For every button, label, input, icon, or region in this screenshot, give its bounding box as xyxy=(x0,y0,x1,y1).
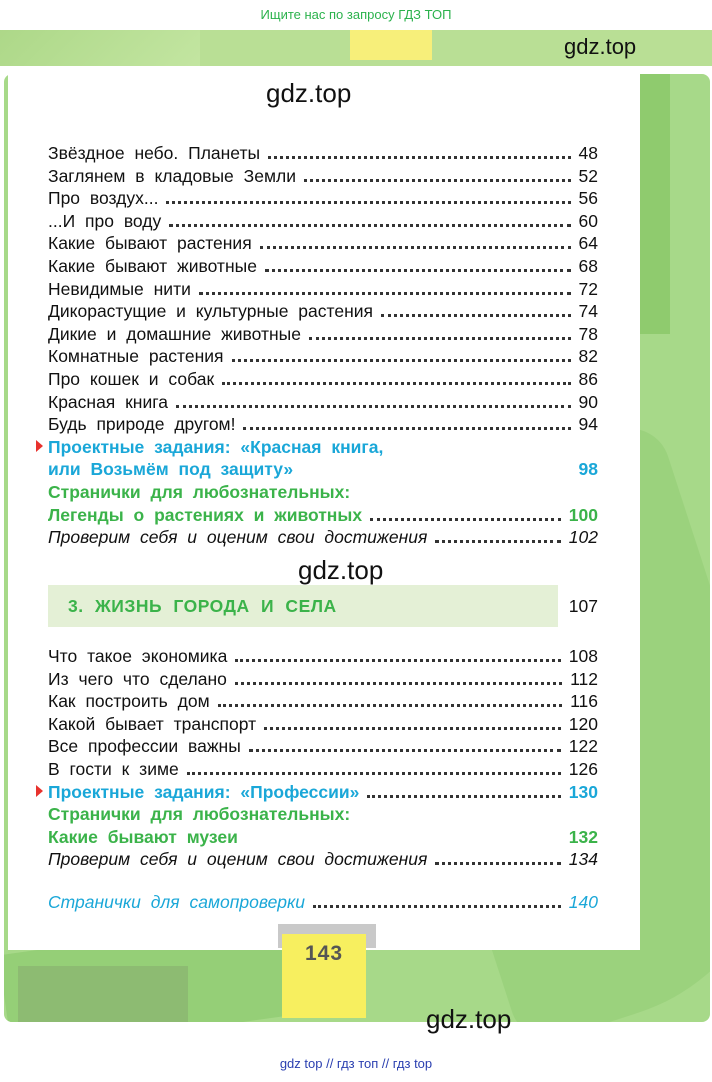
toc-entry-title: Странички для любознательных: xyxy=(48,804,351,825)
toc-entry-title: Про кошек и собак xyxy=(48,369,215,389)
dot-leader xyxy=(235,659,560,662)
toc-entry-page: 56 xyxy=(578,188,598,209)
toc-entry-page: 126 xyxy=(568,759,598,779)
dot-leader xyxy=(176,405,571,408)
toc-entry-title: или Возьмём под защиту» xyxy=(48,459,294,480)
toc-entry-page: 64 xyxy=(578,233,598,254)
dot-leader xyxy=(232,359,571,362)
toc-entry-page: 102 xyxy=(568,527,598,548)
dot-leader xyxy=(370,518,561,521)
toc-entry xyxy=(48,458,598,480)
toc-entry xyxy=(48,735,598,757)
toc-entry-title: Легенды о растениях и животных xyxy=(48,504,363,525)
red-marker-icon xyxy=(36,440,43,452)
dot-leader xyxy=(309,337,571,340)
dot-leader xyxy=(367,795,560,798)
toc-entry-page: 100 xyxy=(568,504,598,525)
toc-entry xyxy=(48,436,598,458)
dot-leader xyxy=(249,749,561,752)
toc-entry-title: Какие бывают музеи xyxy=(48,826,238,847)
toc-entry xyxy=(48,323,598,345)
section-title: 3. ЖИЗНЬ ГОРОДА И СЕЛА xyxy=(68,596,337,616)
toc-entry-title: Проверим себя и оценим свои достижения xyxy=(48,527,428,548)
toc-entry-title: Какие бывают растения xyxy=(48,233,252,254)
toc-entry-page: 78 xyxy=(578,323,598,344)
red-marker-icon xyxy=(36,785,43,797)
dot-leader xyxy=(199,292,571,295)
toc-entry xyxy=(48,645,598,667)
watermark-page-top: gdz.top xyxy=(266,78,352,108)
toc-entry xyxy=(48,255,598,277)
search-hint-link[interactable]: Ищите нас по запросу ГДЗ ТОП xyxy=(260,7,452,22)
dot-leader xyxy=(166,201,570,204)
toc-entry-page: 60 xyxy=(578,210,598,231)
toc-entry-page: 94 xyxy=(578,414,598,435)
toc-entry-page: 140 xyxy=(568,892,598,912)
page-tab xyxy=(350,30,432,60)
toc-entry-title: Комнатные растения xyxy=(48,346,224,367)
toc-entry-title: Проверим себя и оценим свои достижения xyxy=(48,849,428,870)
dot-leader xyxy=(243,427,570,430)
toc-entry-page: 116 xyxy=(570,691,598,712)
toc-entry-title: Странички для любознательных: xyxy=(48,482,351,502)
toc-entry-title: Все профессии важны xyxy=(48,736,241,757)
footer-links[interactable]: gdz top // гдз топ // гдз top xyxy=(0,1056,712,1076)
dot-leader xyxy=(304,179,571,182)
toc-entry-title: Заглянем в кладовые Земли xyxy=(48,165,296,186)
page-number-box xyxy=(282,934,366,1018)
toc-entry xyxy=(48,803,598,825)
dot-leader xyxy=(218,704,562,707)
dot-leader xyxy=(313,905,561,908)
toc-entry-title: Какие бывают животные xyxy=(48,256,257,276)
dot-leader xyxy=(169,224,570,227)
page-number: 143 xyxy=(304,942,344,965)
toc-entry-title: Дикие и домашние животные xyxy=(48,323,301,344)
toc-entry-title: Из чего что сделано xyxy=(48,668,227,689)
watermark-middle: gdz.top xyxy=(298,555,384,585)
toc-entry xyxy=(48,391,598,413)
toc-entry xyxy=(48,668,598,690)
toc-entry xyxy=(48,713,598,735)
toc-entry xyxy=(48,232,598,254)
corner-decoration xyxy=(18,966,188,1022)
toc-entry xyxy=(48,848,598,870)
toc-entry-title: ...И про воду xyxy=(48,210,162,231)
toc-entry-page: 130 xyxy=(568,781,598,802)
top-banner xyxy=(0,0,712,30)
toc-entry-title: Про воздух... xyxy=(48,188,159,209)
toc-entry xyxy=(48,368,598,390)
watermark-top-right: gdz.top xyxy=(564,34,637,59)
dot-leader xyxy=(222,382,570,385)
toc-entry xyxy=(48,142,598,164)
toc-entry-page: 48 xyxy=(578,143,598,163)
toc-entry-title: Какой бывает транспорт xyxy=(48,713,257,734)
toc-entry-page: 72 xyxy=(578,278,598,299)
toc-entry-title: Будь природе другом! xyxy=(48,414,236,435)
toc-entry-title: Странички для самопроверки xyxy=(48,892,306,912)
toc-entry xyxy=(48,345,598,367)
toc-entry-title: Что такое экономика xyxy=(48,646,228,666)
toc-entry-page: 108 xyxy=(568,646,598,666)
dot-leader xyxy=(265,269,571,272)
toc-entry-page: 120 xyxy=(568,713,598,734)
toc-entry-page: 86 xyxy=(578,369,598,389)
toc-entry xyxy=(48,210,598,232)
toc-entry-title: Дикорастущие и культурные растения xyxy=(48,301,373,322)
dot-leader xyxy=(381,314,571,317)
toc-entry-title: Красная книга xyxy=(48,391,168,412)
dot-leader xyxy=(260,246,571,249)
toc-entry xyxy=(48,187,598,209)
toc-entry-title: Проектные задания: «Профессии» xyxy=(48,781,360,802)
dot-leader xyxy=(268,156,570,159)
toc-entry xyxy=(48,781,598,803)
toc-entry xyxy=(48,278,598,300)
leaf-decoration xyxy=(0,30,200,66)
dot-leader xyxy=(435,862,560,865)
dot-leader xyxy=(264,727,561,730)
toc-entry xyxy=(48,165,598,187)
toc-entry-page: 68 xyxy=(578,256,598,276)
dot-leader xyxy=(435,540,560,543)
section-header xyxy=(48,585,558,627)
toc-entry-page: 98 xyxy=(578,459,598,480)
toc-entry xyxy=(48,300,598,322)
toc-entry-page: 90 xyxy=(578,391,598,412)
toc-entry xyxy=(48,413,598,435)
dot-leader xyxy=(235,682,562,685)
toc-entry xyxy=(48,891,598,913)
toc-entry-page: 122 xyxy=(568,736,598,757)
toc-entry-title: Проектные задания: «Красная книга, xyxy=(48,436,384,457)
toc-entry-title: В гости к зиме xyxy=(48,759,179,779)
toc-entry-title: Невидимые нити xyxy=(48,278,191,299)
toc-entry xyxy=(48,690,598,712)
toc-entry-title: Звёздное небо. Планеты xyxy=(48,143,261,163)
watermark-bottom: gdz.top xyxy=(426,1004,512,1034)
toc-entry-page: 82 xyxy=(578,346,598,367)
toc-entry-page: 74 xyxy=(578,301,598,322)
toc-entry xyxy=(48,826,598,848)
toc-entry-title: Как построить дом xyxy=(48,691,210,712)
toc-entry-page: 134 xyxy=(568,849,598,870)
toc-entry xyxy=(48,526,598,548)
toc-entry-page: 112 xyxy=(570,668,598,689)
toc-entry xyxy=(48,504,598,526)
toc-entry xyxy=(48,481,598,503)
toc-entry xyxy=(48,758,598,780)
toc-entry-page: 132 xyxy=(568,826,598,847)
dot-leader xyxy=(187,772,561,775)
toc-entry-page: 52 xyxy=(578,165,598,186)
section-page-number: 107 xyxy=(568,596,598,616)
